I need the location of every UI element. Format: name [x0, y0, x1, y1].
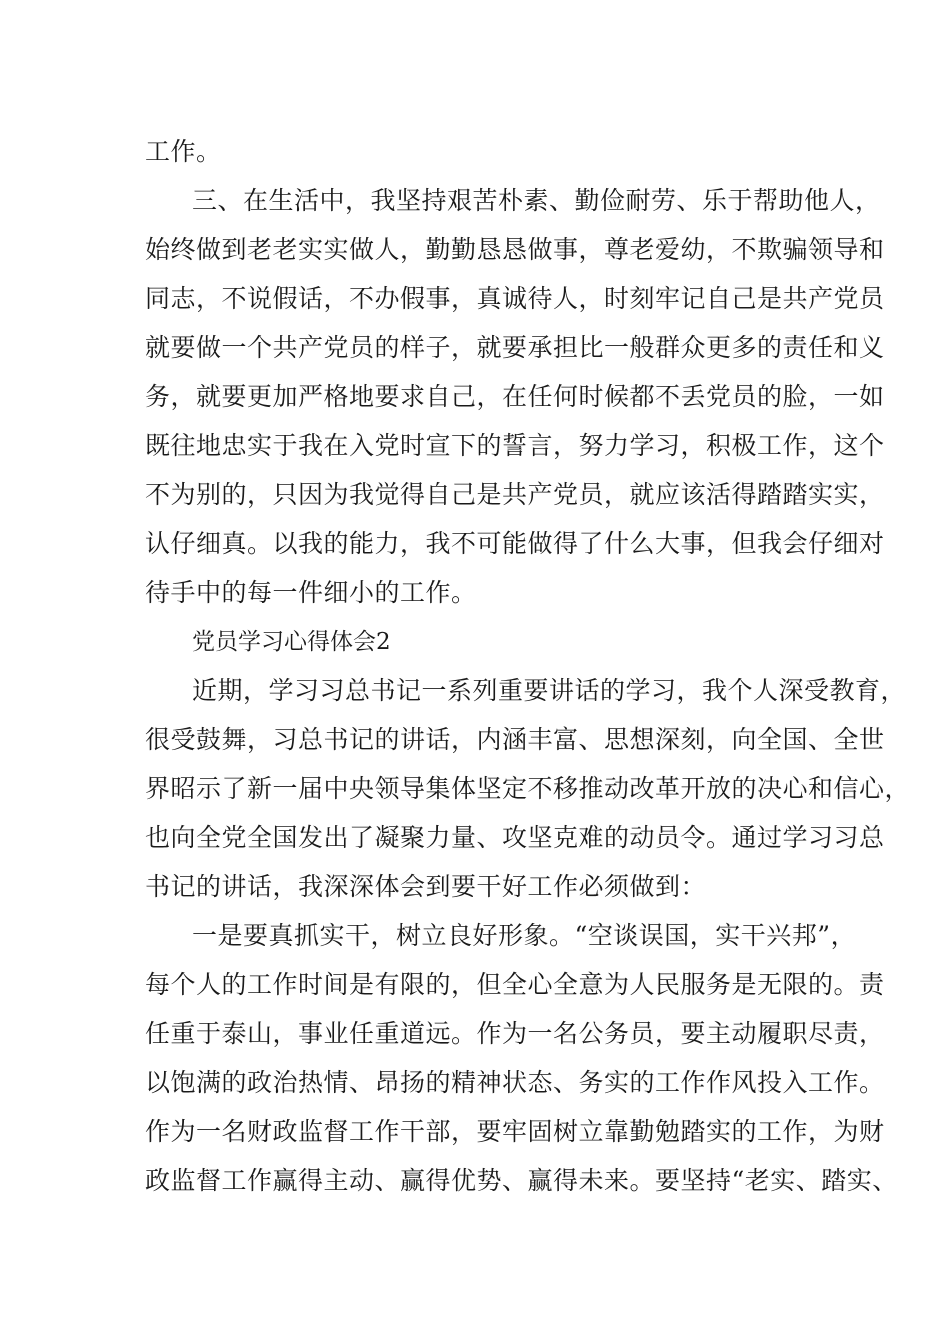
text-line: 作为一名财政监督工作干部，要牢固树立靠勤勉踏实的工作，为财 — [145, 1117, 885, 1146]
text-line: 以饱满的政治热情、昂扬的精神状态、务实的工作作风投入工作。 — [145, 1068, 885, 1097]
paragraph-start: 一是要真抓实干，树立良好形象。“空谈误国，实干兴邦”， — [192, 921, 857, 950]
text-line: 始终做到老老实实做人，勤勤恳恳做事，尊老爱幼，不欺骗领导和 — [145, 235, 885, 264]
paragraph-start: 近期，学习习总书记一系列重要讲话的学习，我个人深受教育， — [192, 676, 907, 705]
text-line: 也向全党全国发出了凝聚力量、攻坚克难的动员令。通过学习习总 — [145, 823, 885, 852]
text-line: 同志，不说假话，不办假事，真诚待人，时刻牢记自己是共产党员 — [145, 284, 885, 313]
section-heading: 党员学习心得体会2 — [192, 629, 391, 655]
text-line: 待手中的每一件细小的工作。 — [145, 578, 477, 607]
text-line: 认仔细真。以我的能力，我不可能做得了什么大事，但我会仔细对 — [145, 529, 885, 558]
paragraph-start: 三、在生活中，我坚持艰苦朴素、勤俭耐劳、乐于帮助他人， — [192, 186, 881, 215]
text-line: 每个人的工作时间是有限的，但全心全意为人民服务是无限的。责 — [145, 970, 885, 999]
text-line: 工作。 — [145, 137, 222, 166]
text-line: 务，就要更加严格地要求自己，在任何时候都不丢党员的脸，一如 — [145, 382, 885, 411]
text-line: 界昭示了新一届中央领导集体坚定不移推动改革开放的决心和信心， — [145, 774, 911, 803]
text-line: 就要做一个共产党员的样子，就要承担比一般群众更多的责任和义 — [145, 333, 885, 362]
text-line: 政监督工作赢得主动、赢得优势、赢得未来。要坚持“老实、踏实、 — [145, 1166, 898, 1195]
text-line: 既往地忠实于我在入党时宣下的誓言，努力学习，积极工作，这个 — [145, 431, 885, 460]
text-line: 不为别的，只因为我觉得自己是共产党员，就应该活得踏踏实实， — [145, 480, 885, 509]
text-line: 书记的讲话，我深深体会到要干好工作必须做到： — [145, 872, 707, 901]
text-line: 任重于泰山，事业任重道远。作为一名公务员，要主动履职尽责， — [145, 1019, 885, 1048]
text-line: 很受鼓舞，习总书记的讲话，内涵丰富、思想深刻，向全国、全世 — [145, 725, 885, 754]
